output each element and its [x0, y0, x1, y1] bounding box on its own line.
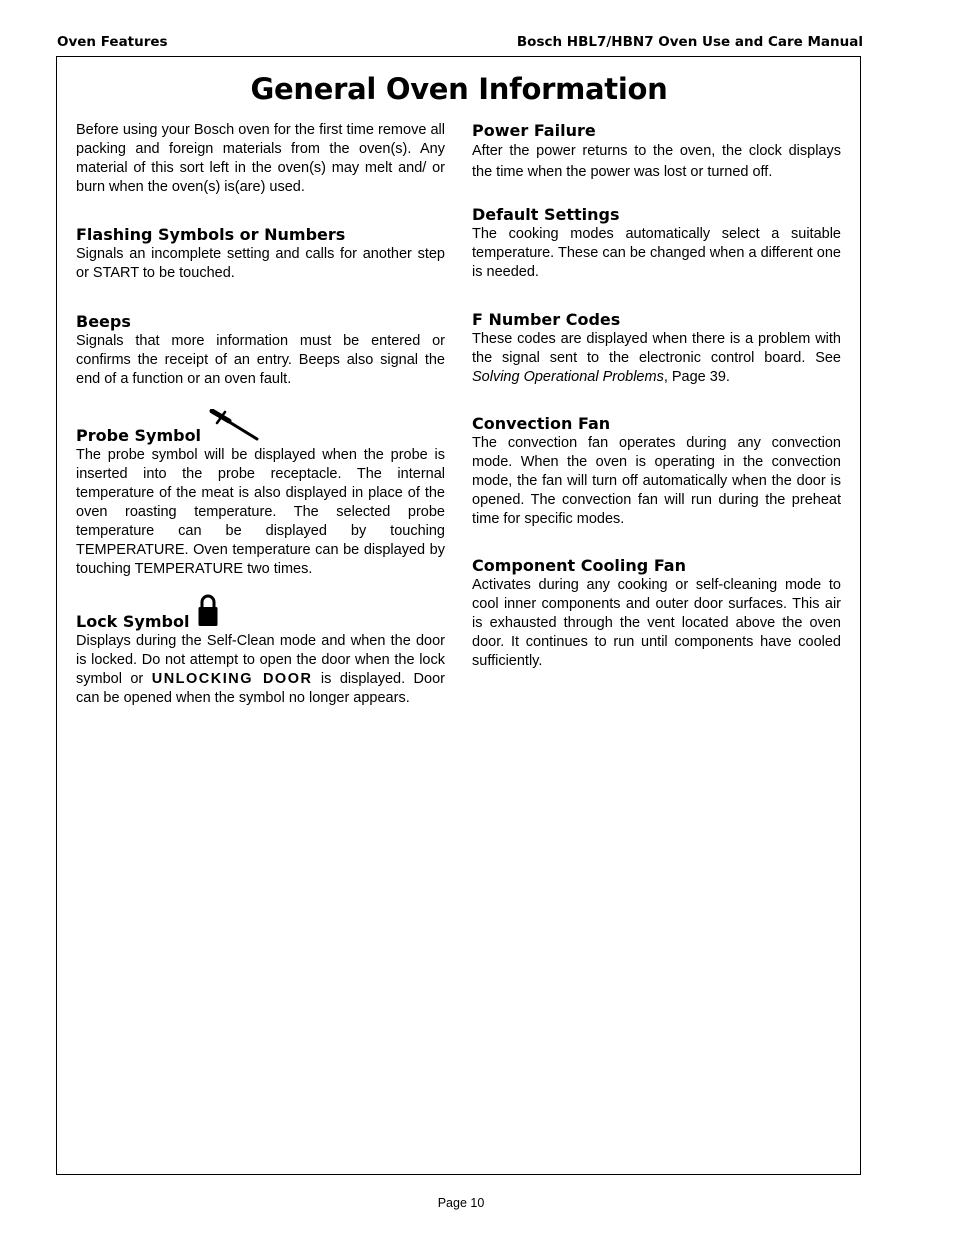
manual-title: Bosch HBL7/HBN7 Oven Use and Care Manual: [516, 34, 863, 50]
page-title: General Oven Information: [250, 72, 668, 106]
left-column: [76, 121, 445, 708]
section-probe: [76, 409, 445, 579]
probe-icon: [209, 409, 261, 446]
section-body: Activates during any cooking or self-cleaning mode to cool inner components and outer door surfaces. This air is exhausted through the vent located above the oven door. It continues to run until components have cooled sufficiently.: [472, 577, 841, 669]
section-heading: Flashing Symbols or Numbers: [76, 225, 346, 244]
section-component-cooling-fan: [472, 556, 841, 671]
section-body: The convection fan operates during any convection mode. When the oven is operating in the convection mode, the fan will turn off automatically when the door is opened. The convection fan will run during the preheat time for specific modes.: [472, 435, 841, 527]
section-body: The cooking modes automatically select a suitable temperature. These can be changed when a different one is needed.: [472, 226, 841, 280]
section-lock: [76, 593, 445, 708]
section-f-number-codes: [472, 310, 841, 387]
section-heading: Lock Symbol: [76, 593, 445, 632]
section-heading: F Number Codes: [472, 310, 621, 329]
section-flashing: [76, 225, 445, 283]
intro-paragraph: Before using your Bosch oven for the first time remove all packing and foreign materials from the oven(s). Any material of this sort left in the oven(s) may melt and/ or burn when the oven(s) is(are) used.: [76, 122, 445, 195]
section-heading: Component Cooling Fan: [472, 556, 686, 575]
lock-icon: [197, 593, 219, 632]
section-convection-fan: [472, 414, 841, 529]
section-heading: Beeps: [76, 312, 131, 331]
section-heading: Default Settings: [472, 205, 620, 224]
section-label: Oven Features: [57, 34, 168, 50]
section-beeps: [76, 312, 445, 389]
section-body: Signals an incomplete setting and calls for another step or START to be touched.: [76, 246, 445, 281]
solving-problems-reference: Solving Operational Problems: [472, 369, 664, 385]
section-heading: Probe Symbol: [76, 409, 445, 446]
section-body: Signals that more information must be entered or confirms the receipt of an entry. Beeps also signal the end of a function or an oven fault.: [76, 333, 445, 387]
section-heading: Convection Fan: [472, 414, 611, 433]
section-body: The probe symbol will be displayed when the probe is inserted into the probe receptacle. The internal temperature of the meat is also displayed in place of the oven roasting temperature. The selected probe temperature can be displayed by touching TEMPERATURE. Oven temperature can be displayed by touching TEMPERATURE two times.: [76, 447, 445, 577]
running-header: [57, 34, 863, 54]
section-body: Displays during the Self-Clean mode and when the door is locked. Do not attempt to open the door when the lock symbol or UNLOCKING DOOR is displayed. Door can be opened when the symbol no longer appears.: [76, 633, 445, 706]
page-number: Page 10: [437, 1196, 485, 1210]
right-column: [472, 121, 841, 671]
section-power-failure: [472, 121, 841, 183]
section-default-settings: [472, 205, 841, 282]
unlocking-door-emphasis: UNLOCKING DOOR: [151, 671, 313, 687]
section-body: After the power returns to the oven, the clock displays the time when the power was lost or turned off.: [472, 143, 841, 180]
section-body: These codes are displayed when there is a problem with the signal sent to the electronic control board. See Solving Operational Problems, Page 39.: [472, 331, 841, 385]
section-heading: Power Failure: [472, 121, 596, 140]
